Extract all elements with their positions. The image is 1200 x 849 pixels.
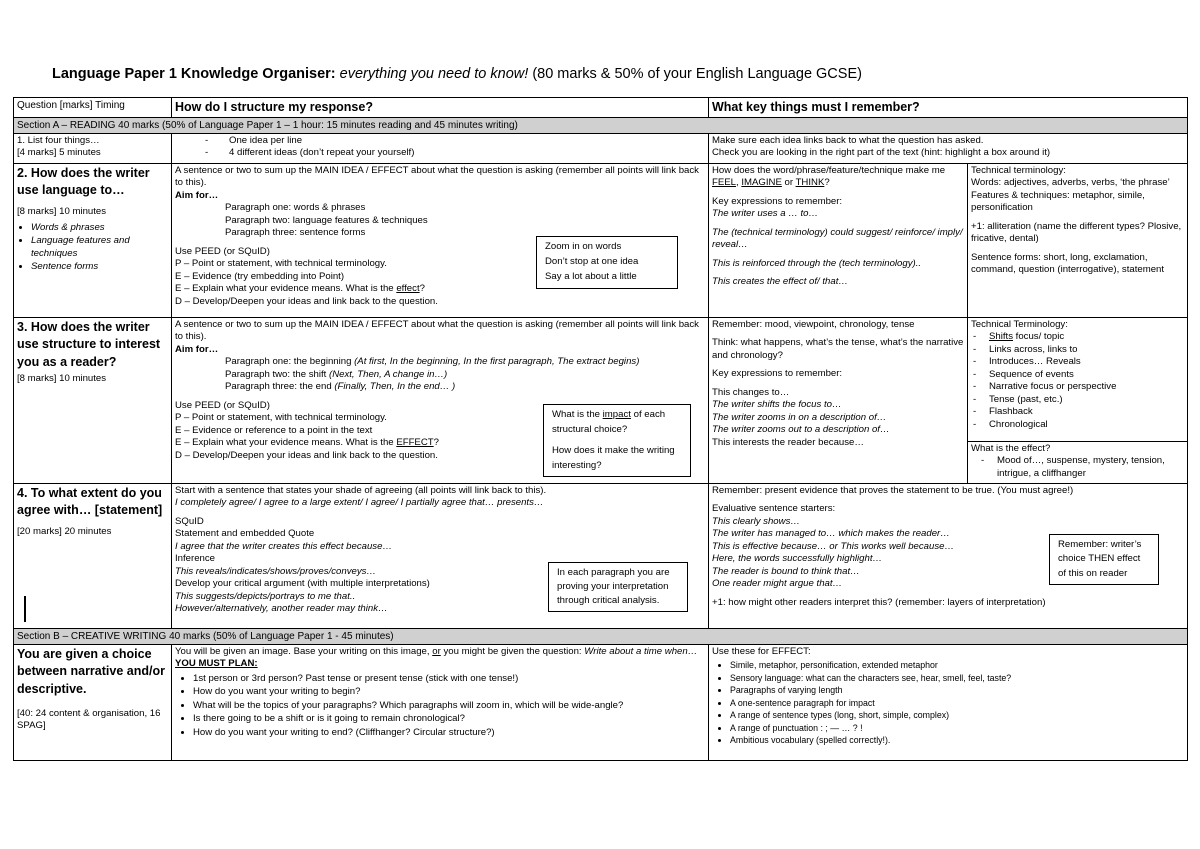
q4-eval-title: Evaluative sentence starters:: [712, 503, 836, 515]
q2-peed-line: E – Explain what your evidence means. What is the effect?: [175, 283, 425, 295]
q1-struct-item: - 4 different ideas (don’t repeat your yourself): [203, 147, 705, 159]
q2-rem-question: How does the word/phrase/feature/technique make me FEEL, IMAGINE or THINK?: [712, 165, 946, 189]
text-cursor: [24, 596, 26, 622]
q3-para: Paragraph one: the beginning (At first, In the beginning, In the first paragraph, The extract begins): [225, 356, 640, 368]
q1-structure: [172, 134, 709, 164]
q3-intro: A sentence or two to sum up the MAIN IDEA / EFFECT about what the question is asking (remember all points will link back to this).: [175, 319, 699, 343]
section-b-label: Section B – CREATIVE WRITING 40 marks (50% of Language Paper 1 - 45 minutes): [14, 629, 1188, 645]
q2-intro: A sentence or two to sum up the MAIN IDEA / EFFECT about what the question is asking (remember all points will link back to this).: [175, 165, 699, 189]
q1-marks: [4 marks] 5 minutes: [17, 147, 101, 159]
q1-remember: [709, 134, 1188, 164]
q3-effect-title: What is the effect?: [971, 443, 1051, 454]
q3-tech-item: - Sequence of events: [971, 369, 1184, 381]
q5-plan-item: • How do you want your writing to end? (Cliffhanger? Circular structure?): [193, 727, 705, 739]
q2-marks: [8 marks] 10 minutes: [17, 205, 107, 217]
q2-terminology: [968, 164, 1188, 318]
q2-question: [14, 164, 172, 318]
header-row: [14, 98, 1188, 118]
q5-effect-item: • A one-sentence paragraph for impact: [730, 698, 1184, 709]
knowledge-organiser-table: [13, 97, 1188, 761]
q2-tech-words: Words: adjectives, adverbs, verbs, ‘the phrase’: [971, 177, 1170, 189]
q4-plus: +1: how might other readers interpret this? (remember: layers of interpretation): [712, 596, 1046, 608]
q1-question: [14, 134, 172, 164]
q5-effect-item: • A range of sentence types (long, short, simple, complex): [730, 710, 1184, 721]
q3-tech-item: - Links across, links to: [971, 344, 1184, 356]
q3-tech-title: Technical Terminology:: [971, 319, 1068, 330]
q2-tip: Don’t stop at one idea: [545, 255, 639, 267]
title-rest: (80 marks & 50% of your English Language GCSE): [532, 66, 862, 82]
q4-statement-example: I agree that the writer creates this effect because…: [175, 540, 393, 552]
q2-peed-line: E – Evidence (try embedding into Point): [175, 270, 345, 282]
q2-key-title: Key expressions to remember:: [712, 195, 843, 207]
q4-row: [14, 484, 1188, 629]
q5-row: [14, 645, 1188, 761]
title-italic: everything you need to know!: [339, 66, 529, 82]
q4-squid: SQuID: [175, 515, 204, 527]
q2-tech-plus: +1: alliteration (name the different types? Plosive, fricative, dental): [971, 220, 1182, 245]
q3-terminology: [968, 318, 1188, 484]
q1-row: [14, 134, 1188, 164]
q4-develop: Develop your critical argument (with multiple interpretations): [175, 578, 430, 590]
q3-peed-line: D – Develop/Deepen your ideas and link back to the question.: [175, 449, 438, 461]
q3-tech-item: - Introduces… Reveals: [971, 356, 1184, 368]
q5-effect-item: • Paragraphs of varying length: [730, 685, 1184, 696]
q5-marks: [40: 24 content & organisation, 16 SPAG]: [17, 707, 161, 732]
q3-key: The writer zooms in on a description of…: [712, 411, 887, 423]
q3-peed-line: E – Evidence or reference to a point in the text: [175, 424, 373, 436]
q2-key: The writer uses a … to…: [712, 208, 819, 220]
q3-tip: How does it make the writing interesting?: [552, 444, 675, 471]
q3-effect-item: - Mood of…, suspense, mystery, tension, intrigue, a cliffhanger: [979, 455, 1184, 480]
q5-intro: You will be given an image. Base your writing on this image, or you might be given the question: Write about a time when…: [175, 646, 698, 657]
q3-tech-item: - Flashback: [971, 406, 1184, 418]
q4-remember-tip: Remember: writer’s choice THEN effect of this on reader: [1058, 539, 1142, 579]
q2-tech-title: Technical terminology:: [971, 165, 1066, 176]
q2-aim: Aim for…: [175, 189, 219, 201]
q3-rem2: Think: what happens, what’s the tense, what’s the narrative and chronology?: [712, 337, 964, 361]
q3-key: This interests the reader because…: [712, 436, 864, 448]
q2-tech-sent: Sentence forms: short, long, exclamation, command, question (interrogative), statement: [971, 251, 1165, 276]
q2-name: 2. How does the writer use language to…: [17, 166, 150, 198]
q5-plan-item: • Is there going to be a shift or is it going to remain chronological?: [193, 713, 705, 725]
q5-effect-item: • Sensory language: what can the characters see, hear, smell, feel, taste?: [730, 673, 1184, 684]
q4-eval: This clearly shows…: [712, 515, 800, 527]
q1-remember-line: Check you are looking in the right part of the text (hint: highlight a box around it): [712, 147, 1051, 159]
q4-inference-example: This reveals/indicates/shows/proves/conveys…: [175, 565, 377, 577]
q4-name: 4. To what extent do you agree with… [statement]: [17, 486, 163, 518]
q1-struct-item: - One idea per line: [203, 135, 705, 147]
q4-develop-example: This suggests/depicts/portrays to me that..: [175, 590, 356, 602]
q3-row: [14, 318, 1188, 484]
q5-plan-item: • What will be the topics of your paragraphs? Which paragraphs will zoom in, which will be wide-angle?: [193, 700, 705, 712]
q4-tip-box: [548, 562, 688, 612]
q3-remember: [709, 318, 968, 484]
q3-aim: Aim for…: [175, 343, 219, 355]
q4-tip: In each paragraph you are proving your interpretation through critical analysis.: [557, 567, 670, 606]
q3-tech-item: - Narrative focus or perspective: [971, 381, 1184, 393]
q4-develop-example: However/alternatively, another reader may think…: [175, 603, 388, 615]
q2-key: This is reinforced through the (tech terminology)..: [712, 257, 922, 269]
q3-tech-item: - Chronological: [971, 419, 1184, 431]
q4-inference: Inference: [175, 553, 216, 565]
header-remember: What key things must I remember?: [709, 98, 1188, 118]
q2-para: Paragraph one: words & phrases: [225, 202, 366, 214]
q3-question: [14, 318, 172, 484]
q4-question: [14, 484, 172, 629]
q2-peed-title: Use PEED (or SQuID): [175, 245, 270, 257]
q3-rem1: Remember: mood, viewpoint, chronology, tense: [712, 319, 915, 330]
q3-key-title: Key expressions to remember:: [712, 368, 843, 380]
q3-key: The writer shifts the focus to…: [712, 399, 842, 411]
q3-key: This changes to…: [712, 386, 790, 398]
q5-effects: [709, 645, 1188, 761]
q5-effect-item: • Ambitious vocabulary (spelled correctly!).: [730, 735, 1184, 746]
q5-structure: [172, 645, 709, 761]
q4-statement: Statement and embedded Quote: [175, 528, 315, 540]
q4-marks: [20 marks] 20 minutes: [17, 525, 112, 537]
header-structure: How do I structure my response?: [172, 98, 709, 118]
q2-tech-feat: Features & techniques: metaphor, simile, personification: [971, 189, 1145, 214]
q4-structure: [172, 484, 709, 629]
q4-rem: Remember: present evidence that proves the statement to be true. (You must agree!): [712, 485, 1074, 496]
q2-bullet: • Words & phrases: [31, 222, 168, 234]
q4-eval: This is effective because… or This works well because…: [712, 540, 955, 552]
q2-key: This creates the effect of/ that…: [712, 276, 848, 288]
q3-tech-item: - Tense (past, etc.): [971, 394, 1184, 406]
q3-marks: [8 marks] 10 minutes: [17, 372, 107, 384]
q2-para: Paragraph two: language features & techniques: [225, 214, 428, 226]
q2-bullet: • Language features and techniques: [31, 235, 168, 260]
q4-eval: The writer has managed to… which makes the reader…: [712, 528, 950, 540]
q5-plan-item: • How do you want your writing to begin?: [193, 686, 705, 698]
q5-effect-item: • A range of punctuation : ; — … ? !: [730, 723, 1184, 734]
q5-use: Use these for EFFECT:: [712, 646, 811, 657]
q3-tech-item: - Shifts focus/ topic: [971, 331, 1184, 343]
q4-remember: [709, 484, 1188, 629]
section-a-label: Section A – READING 40 marks (50% of Language Paper 1 – 1 hour: 15 minutes reading and 45 minutes writing): [14, 118, 1188, 134]
q2-row: [14, 164, 1188, 318]
q2-tip: Say a lot about a little: [545, 270, 637, 282]
q4-start: Start with a sentence that states your shade of agreeing (all points will link back to this).: [175, 485, 547, 496]
q5-question: [14, 645, 172, 761]
q4-start-example: I completely agree/ I agree to a large extent/ I agree/ I partially agree that… presents…: [175, 497, 544, 509]
q3-peed-line: E – Explain what your evidence means. What is the EFFECT?: [175, 437, 439, 449]
q2-para: Paragraph three: sentence forms: [225, 227, 366, 239]
page-title: [52, 66, 862, 82]
q2-bullet: • Sentence forms: [31, 261, 168, 273]
q2-peed-line: D – Develop/Deepen your ideas and link back to the question.: [175, 295, 438, 307]
q1-name: 1. List four things…: [17, 135, 100, 146]
q5-plan-item: • 1st person or 3rd person? Past tense or present tense (stick with one tense!): [193, 673, 705, 685]
q2-structure: [172, 164, 709, 318]
q3-para: Paragraph three: the end (Finally, Then, In the end… ): [225, 381, 456, 393]
q5-plan: YOU MUST PLAN:: [175, 658, 258, 670]
q2-key: The (technical terminology) could suggest/ reinforce/ imply/ reveal…: [712, 226, 963, 251]
q3-name: 3. How does the writer use structure to interest you as a reader?: [17, 320, 161, 369]
q5-effect-item: • Simile, metaphor, personification, extended metaphor: [730, 660, 1184, 671]
title-bold: Language Paper 1 Knowledge Organiser:: [52, 66, 336, 82]
q4-eval: Here, the words successfully highlight…: [712, 553, 883, 565]
q2-peed-line: P – Point or statement, with technical terminology.: [175, 258, 387, 270]
q4-eval: One reader might argue that…: [712, 578, 843, 590]
q4-eval: The reader is bound to think that…: [712, 565, 860, 577]
q3-para: Paragraph two: the shift (Next, Then, A change in…): [225, 368, 448, 380]
q2-remember: [709, 164, 968, 318]
q3-tip-box: [543, 404, 691, 477]
q3-tip: What is the impact of each structural choice?: [552, 409, 666, 435]
q5-name: You are given a choice between narrative and/or descriptive.: [17, 647, 165, 696]
q3-structure: [172, 318, 709, 484]
q2-tip-box: [536, 236, 678, 289]
section-a-row: [14, 118, 1188, 134]
q3-peed-line: P – Point or statement, with technical terminology.: [175, 412, 387, 424]
q4-remember-box: [1049, 534, 1159, 585]
q3-key: The writer zooms out to a description of…: [712, 424, 890, 436]
q3-peed-title: Use PEED (or SQuID): [175, 399, 270, 411]
q2-tip: Zoom in on words: [545, 241, 622, 252]
q1-remember-line: Make sure each idea links back to what the question has asked.: [712, 135, 984, 146]
section-b-row: [14, 629, 1188, 645]
header-question: Question [marks] Timing: [14, 98, 172, 118]
